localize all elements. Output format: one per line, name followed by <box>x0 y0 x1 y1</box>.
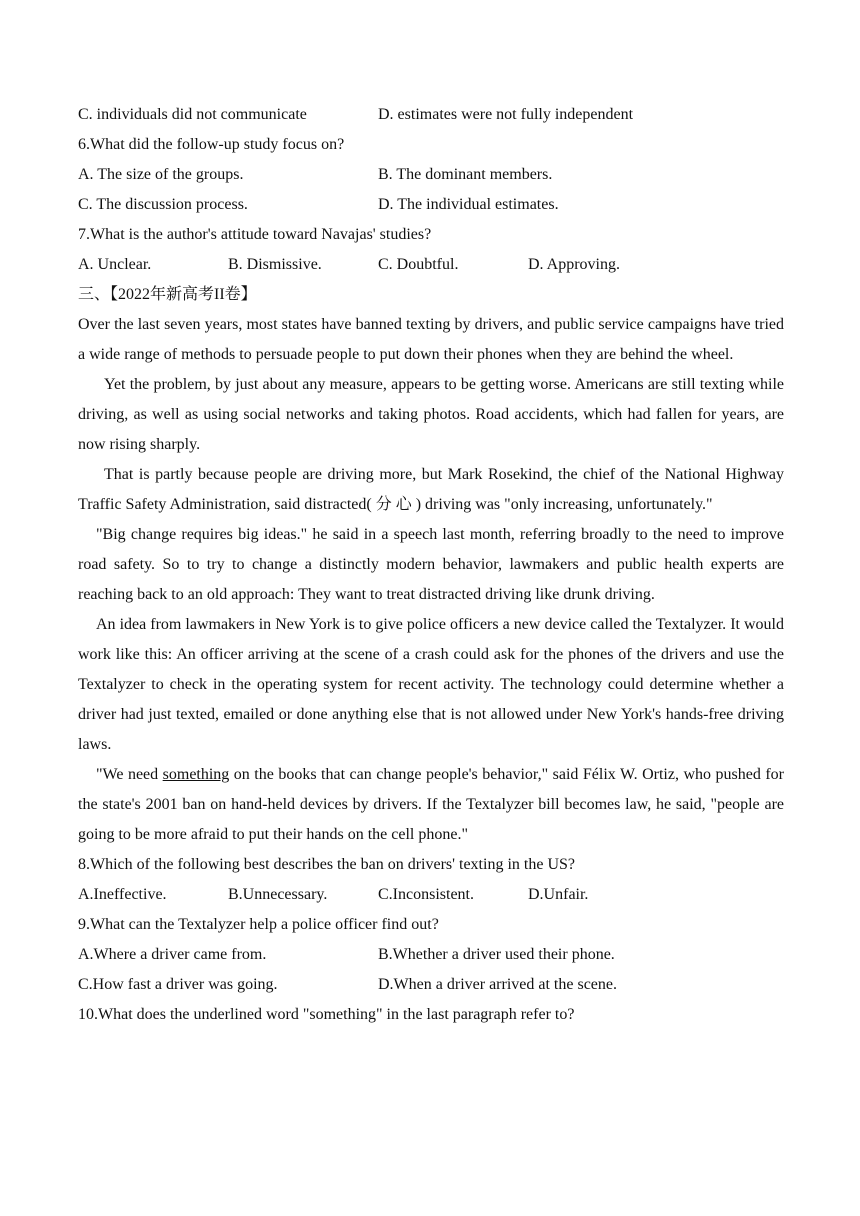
q7-option-a: A. Unclear. <box>78 256 152 273</box>
q8-question: 8.Which of the following best describes the ban on drivers' texting in the US? <box>78 856 575 873</box>
q6-question: 6.What did the follow-up study focus on? <box>78 136 345 153</box>
q7-question: 7.What is the author's attitude toward Navajas' studies? <box>78 226 432 243</box>
q8-option-c: C.Inconsistent. <box>378 886 474 903</box>
passage-paragraph-3: That is partly because people are driving more, but Mark Rosekind, the chief of the National Highway Traffic Safety Administration, said distracted( 分 心 ) driving was "only increasing, unfortunately." <box>78 466 784 513</box>
q5-options-row <box>78 100 784 130</box>
passage-paragraph-5: An idea from lawmakers in New York is to give police officers a new device called the Textalyzer. It would work like this: An officer arriving at the scene of a crash could ask for the phones of the drivers and use the Textalyzer to check in the operating system for recent activity. The technology could determine whether a driver had just texted, emailed or done anything else that is not allowed under New York's hands-free driving laws. <box>78 616 784 753</box>
q8-options-row <box>78 880 784 910</box>
q6-option-d: D. The individual estimates. <box>378 196 559 213</box>
q6-options-row-2 <box>78 190 784 220</box>
q6-option-a: A. The size of the groups. <box>78 166 244 183</box>
q7-option-b: B. Dismissive. <box>228 256 322 273</box>
q9-option-c: C.How fast a driver was going. <box>78 976 278 993</box>
section-heading: 三、【2022年新高考II卷】 <box>78 286 257 303</box>
p6-text-after: on the books that can change people's behavior," said Félix W. Ortiz, who pushed for the state's 2001 ban on hand-held devices by drivers. If the Textalyzer bill becomes law, he said, "people are going to be more afraid to put their hands on the cell phone." <box>78 766 784 843</box>
p6-text-before: "We need <box>96 766 163 783</box>
q10-question: 10.What does the underlined word "something" in the last paragraph refer to? <box>78 1006 575 1023</box>
q6-option-b: B. The dominant members. <box>378 166 553 183</box>
document-page <box>78 100 784 1030</box>
q6-options-row-1 <box>78 160 784 190</box>
q8-option-d: D.Unfair. <box>528 886 589 903</box>
q7-option-c: C. Doubtful. <box>378 256 459 273</box>
q9-options-row-1 <box>78 940 784 970</box>
q6-option-c: C. The discussion process. <box>78 196 248 213</box>
q9-option-a: A.Where a driver came from. <box>78 946 267 963</box>
q7-option-d: D. Approving. <box>528 256 620 273</box>
q9-option-d: D.When a driver arrived at the scene. <box>378 976 617 993</box>
passage-paragraph-1: Over the last seven years, most states have banned texting by drivers, and public service campaigns have tried a wide range of methods to persuade people to put down their phones when they are behind the wheel. <box>78 316 784 363</box>
q9-question: 9.What can the Textalyzer help a police officer find out? <box>78 916 439 933</box>
q7-options-row <box>78 250 784 280</box>
q9-option-b: B.Whether a driver used their phone. <box>378 946 615 963</box>
passage-paragraph-2: Yet the problem, by just about any measure, appears to be getting worse. Americans are still texting while driving, as well as using social networks and taking photos. Road accidents, which had fallen for years, are now rising sharply. <box>78 376 784 453</box>
q9-options-row-2 <box>78 970 784 1000</box>
underlined-word: something <box>162 766 230 783</box>
q8-option-b: B.Unnecessary. <box>228 886 328 903</box>
q8-option-a: A.Ineffective. <box>78 886 167 903</box>
passage-paragraph-6 <box>78 760 784 850</box>
q5-option-d: D. estimates were not fully independent <box>378 106 634 123</box>
q5-option-c: C. individuals did not communicate <box>78 106 307 123</box>
passage-paragraph-4: "Big change requires big ideas." he said in a speech last month, referring broadly to the need to improve road safety. So to try to change a distinctly modern behavior, lawmakers and public health experts are reaching back to an old approach: They want to treat distracted driving like drunk driving. <box>78 526 784 603</box>
